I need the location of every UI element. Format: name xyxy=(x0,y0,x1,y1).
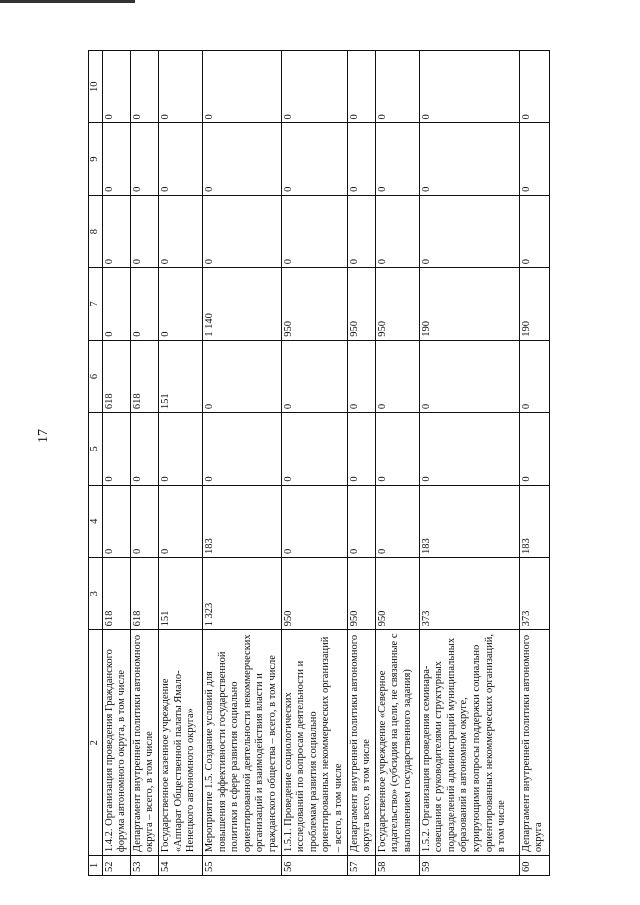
col-header-2: 2 xyxy=(89,630,103,856)
cell-col-5: 0 xyxy=(281,413,347,485)
col-header-1: 1 xyxy=(89,856,103,876)
row-name: 1.5.1. Проведение социологических исследований по вопросам деятельности и проблемам развития социально ориентированных некоммерческих организаций – всего, в том числе xyxy=(281,630,347,856)
cell-col-10: 0 xyxy=(130,51,158,123)
cell-col-3: 151 xyxy=(158,557,202,629)
cell-col-5: 0 xyxy=(375,413,419,485)
cell-col-6: 151 xyxy=(158,340,202,412)
table-row xyxy=(281,51,347,876)
row-name: Департамент внутренней политики автономного округа – всего, в том числе xyxy=(130,630,158,856)
cell-col-4: 0 xyxy=(375,485,419,557)
row-name: 1.5.2. Организация проведения семинара-совещания с руководителями структурных подразделений администраций муниципальных образований в автономном округе, курирующими вопросы поддержки социально ориентированных некоммерческих организаций, в том числе xyxy=(419,630,519,856)
row-number: 53 xyxy=(130,856,158,876)
col-header-7: 7 xyxy=(89,268,103,340)
cell-col-5: 0 xyxy=(130,413,158,485)
cell-col-6: 0 xyxy=(419,340,519,412)
cell-col-10: 0 xyxy=(102,51,130,123)
cell-col-10: 0 xyxy=(419,51,519,123)
cell-col-3: 373 xyxy=(519,557,549,629)
table-header-row xyxy=(89,51,103,876)
cell-col-9: 0 xyxy=(519,123,549,195)
col-header-5: 5 xyxy=(89,413,103,485)
cell-col-4: 0 xyxy=(102,485,130,557)
cell-col-8: 0 xyxy=(130,195,158,267)
cell-col-3: 1 323 xyxy=(202,557,281,629)
cell-col-9: 0 xyxy=(102,123,130,195)
table-row xyxy=(202,51,281,876)
cell-col-7: 950 xyxy=(281,268,347,340)
cell-col-10: 0 xyxy=(519,51,549,123)
budget-table xyxy=(88,50,550,876)
cell-col-4: 0 xyxy=(347,485,375,557)
cell-col-3: 618 xyxy=(102,557,130,629)
col-header-4: 4 xyxy=(89,485,103,557)
cell-col-7: 0 xyxy=(130,268,158,340)
row-name: Государственное казенное учреждение «Аппарат Общественной палаты Ямало-Ненецкого автономного округа» xyxy=(158,630,202,856)
cell-col-4: 183 xyxy=(419,485,519,557)
cell-col-5: 0 xyxy=(519,413,549,485)
cell-col-6: 618 xyxy=(102,340,130,412)
cell-col-3: 950 xyxy=(281,557,347,629)
cell-col-8: 0 xyxy=(347,195,375,267)
col-header-8: 8 xyxy=(89,195,103,267)
cell-col-10: 0 xyxy=(281,51,347,123)
col-header-6: 6 xyxy=(89,340,103,412)
row-number: 57 xyxy=(347,856,375,876)
row-name: Мероприятие 1.5. Создание условий для повышения эффективности государственной политики в сфере развития социально ориентированной деятельности некоммерческих организаций и взаимодействия власти и гражданского общества – всего, в том числе xyxy=(202,630,281,856)
cell-col-4: 183 xyxy=(202,485,281,557)
row-name: 1.4.2. Организация проведения Гражданского форума автономного округа, в том числе xyxy=(102,630,130,856)
cell-col-9: 0 xyxy=(347,123,375,195)
cell-col-8: 0 xyxy=(158,195,202,267)
row-name: Департамент внутренней политики автономного округа xyxy=(519,630,549,856)
row-name: Департамент внутренней политики автономного округа всего, в том числе xyxy=(347,630,375,856)
cell-col-9: 0 xyxy=(158,123,202,195)
cell-col-7: 1 140 xyxy=(202,268,281,340)
cell-col-9: 0 xyxy=(419,123,519,195)
cell-col-6: 0 xyxy=(519,340,549,412)
cell-col-8: 0 xyxy=(102,195,130,267)
cell-col-5: 0 xyxy=(158,413,202,485)
cell-col-7: 0 xyxy=(102,268,130,340)
row-number: 56 xyxy=(281,856,347,876)
cell-col-6: 618 xyxy=(130,340,158,412)
cell-col-10: 0 xyxy=(202,51,281,123)
col-header-10: 10 xyxy=(89,51,103,123)
cell-col-4: 0 xyxy=(158,485,202,557)
row-number: 54 xyxy=(158,856,202,876)
cell-col-5: 0 xyxy=(202,413,281,485)
cell-col-8: 0 xyxy=(375,195,419,267)
cell-col-7: 950 xyxy=(375,268,419,340)
col-header-3: 3 xyxy=(89,557,103,629)
cell-col-3: 618 xyxy=(130,557,158,629)
cell-col-5: 0 xyxy=(419,413,519,485)
cell-col-10: 0 xyxy=(347,51,375,123)
cell-col-3: 950 xyxy=(375,557,419,629)
cell-col-6: 0 xyxy=(281,340,347,412)
table-row xyxy=(158,51,202,876)
cell-col-9: 0 xyxy=(281,123,347,195)
cell-col-10: 0 xyxy=(158,51,202,123)
table-row xyxy=(419,51,519,876)
cell-col-8: 0 xyxy=(202,195,281,267)
cell-col-8: 0 xyxy=(281,195,347,267)
cell-col-9: 0 xyxy=(375,123,419,195)
cell-col-6: 0 xyxy=(375,340,419,412)
top-rule xyxy=(0,0,135,3)
cell-col-10: 0 xyxy=(375,51,419,123)
cell-col-4: 183 xyxy=(519,485,549,557)
row-number: 59 xyxy=(419,856,519,876)
rotated-table-wrapper xyxy=(88,50,556,876)
row-name: Государственное учреждение «Северное издательство» (субсидия на цели, не связанные с выполнением государственного задания) xyxy=(375,630,419,856)
cell-col-9: 0 xyxy=(202,123,281,195)
cell-col-3: 950 xyxy=(347,557,375,629)
cell-col-4: 0 xyxy=(130,485,158,557)
cell-col-6: 0 xyxy=(347,340,375,412)
cell-col-8: 0 xyxy=(519,195,549,267)
cell-col-5: 0 xyxy=(102,413,130,485)
cell-col-7: 950 xyxy=(347,268,375,340)
table-row xyxy=(519,51,549,876)
table-row xyxy=(375,51,419,876)
row-number: 52 xyxy=(102,856,130,876)
row-number: 55 xyxy=(202,856,281,876)
row-number: 58 xyxy=(375,856,419,876)
cell-col-4: 0 xyxy=(281,485,347,557)
cell-col-5: 0 xyxy=(347,413,375,485)
cell-col-7: 190 xyxy=(519,268,549,340)
cell-col-8: 0 xyxy=(419,195,519,267)
row-number: 60 xyxy=(519,856,549,876)
cell-col-7: 190 xyxy=(419,268,519,340)
page-number: 17 xyxy=(36,429,51,443)
cell-col-9: 0 xyxy=(130,123,158,195)
col-header-9: 9 xyxy=(89,123,103,195)
table-row xyxy=(102,51,130,876)
cell-col-7: 0 xyxy=(158,268,202,340)
table-row xyxy=(347,51,375,876)
cell-col-3: 373 xyxy=(419,557,519,629)
cell-col-6: 0 xyxy=(202,340,281,412)
table-row xyxy=(130,51,158,876)
